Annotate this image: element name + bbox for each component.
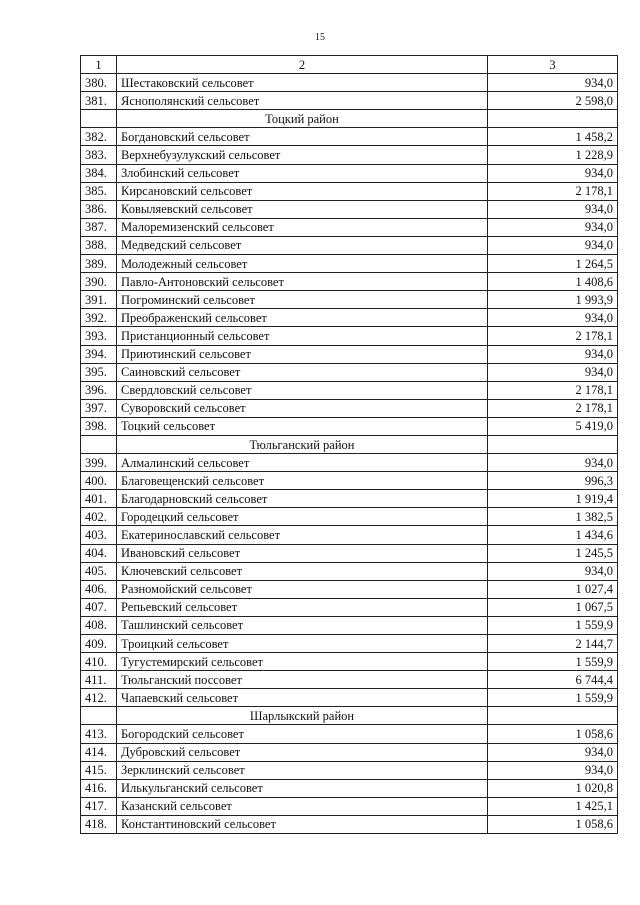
table-row [81,128,618,146]
row-number: 405. [81,562,117,580]
table-row [81,671,618,689]
settlement-name: Троицкий сельсовет [117,635,488,653]
amount-value: 934,0 [488,562,618,580]
row-number: 402. [81,508,117,526]
row-number: 401. [81,490,117,508]
amount-value: 1 067,5 [488,598,618,616]
row-number: 388. [81,236,117,254]
row-number: 383. [81,146,117,164]
row-number: 393. [81,327,117,345]
row-number: 415. [81,761,117,779]
settlement-name: Приютинский сельсовет [117,345,488,363]
row-number: 404. [81,544,117,562]
table-row [81,815,618,833]
table-row [81,689,618,707]
amount-value: 1 264,5 [488,255,618,273]
district-header-row [81,110,618,128]
amount-value: 934,0 [488,345,618,363]
amount-value: 1 559,9 [488,653,618,671]
amount-value: 1 020,8 [488,779,618,797]
table-row [81,616,618,634]
district-title: Шарлыкский район [117,707,488,725]
row-number: 410. [81,653,117,671]
settlement-name: Казанский сельсовет [117,797,488,815]
district-header-empty-cell [81,110,117,128]
table-row [81,417,618,435]
table-row [81,526,618,544]
table-row [81,218,618,236]
amount-value: 1 993,9 [488,291,618,309]
amount-value: 2 178,1 [488,327,618,345]
amount-value: 934,0 [488,236,618,254]
table-row [81,399,618,417]
settlement-name: Тоцкий сельсовет [117,417,488,435]
settlement-name: Ключевский сельсовет [117,562,488,580]
table-header-row [81,56,618,74]
row-number: 417. [81,797,117,815]
settlement-name: Дубровский сельсовет [117,743,488,761]
row-number: 381. [81,92,117,110]
amount-value: 1 245,5 [488,544,618,562]
amount-value: 1 228,9 [488,146,618,164]
table-row [81,200,618,218]
table-row [81,273,618,291]
row-number: 390. [81,273,117,291]
table-row [81,309,618,327]
row-number: 416. [81,779,117,797]
table-row [81,454,618,472]
settlements-table [80,55,618,834]
row-number: 399. [81,454,117,472]
settlement-name: Илькульганский сельсовет [117,779,488,797]
district-header-row [81,707,618,725]
district-header-empty-cell [488,707,618,725]
amount-value: 2 144,7 [488,635,618,653]
amount-value: 934,0 [488,164,618,182]
amount-value: 1 559,9 [488,689,618,707]
table-row [81,797,618,815]
settlement-name: Благодарновский сельсовет [117,490,488,508]
district-header-row [81,435,618,453]
settlement-name: Чапаевский сельсовет [117,689,488,707]
table-row [81,74,618,92]
row-number: 398. [81,417,117,435]
row-number: 406. [81,580,117,598]
row-number: 413. [81,725,117,743]
table-row [81,725,618,743]
amount-value: 934,0 [488,309,618,327]
settlement-name: Благовещенский сельсовет [117,472,488,490]
row-number: 411. [81,671,117,689]
table-body [81,56,618,834]
settlement-name: Кирсановский сельсовет [117,182,488,200]
row-number: 397. [81,399,117,417]
row-number: 403. [81,526,117,544]
settlement-name: Зерклинский сельсовет [117,761,488,779]
table-row [81,635,618,653]
settlement-name: Суворовский сельсовет [117,399,488,417]
header-col-2: 2 [117,56,488,74]
settlement-name: Медведский сельсовет [117,236,488,254]
amount-value: 1 434,6 [488,526,618,544]
amount-value: 1 382,5 [488,508,618,526]
settlement-name: Свердловский сельсовет [117,381,488,399]
table-row [81,598,618,616]
table-row [81,345,618,363]
table-row [81,580,618,598]
settlement-name: Богдановский сельсовет [117,128,488,146]
settlement-name: Тугустемирский сельсовет [117,653,488,671]
amount-value: 1 919,4 [488,490,618,508]
amount-value: 934,0 [488,74,618,92]
row-number: 394. [81,345,117,363]
table-row [81,236,618,254]
district-header-empty-cell [81,435,117,453]
district-header-empty-cell [488,435,618,453]
amount-value: 1 408,6 [488,273,618,291]
table-row [81,761,618,779]
row-number: 385. [81,182,117,200]
table-row [81,490,618,508]
amount-value: 934,0 [488,218,618,236]
settlement-name: Константиновский сельсовет [117,815,488,833]
settlement-name: Шестаковский сельсовет [117,74,488,92]
amount-value: 6 744,4 [488,671,618,689]
row-number: 389. [81,255,117,273]
table-row [81,381,618,399]
settlement-name: Верхнебузулукский сельсовет [117,146,488,164]
settlement-name: Злобинский сельсовет [117,164,488,182]
table-row [81,544,618,562]
settlement-name: Пристанционный сельсовет [117,327,488,345]
amount-value: 934,0 [488,743,618,761]
row-number: 409. [81,635,117,653]
row-number: 412. [81,689,117,707]
page-number: 15 [315,32,325,43]
table-row [81,327,618,345]
settlement-name: Екатеринославский сельсовет [117,526,488,544]
settlement-name: Разномойский сельсовет [117,580,488,598]
row-number: 391. [81,291,117,309]
amount-value: 934,0 [488,200,618,218]
row-number: 387. [81,218,117,236]
amount-value: 1 458,2 [488,128,618,146]
table-row [81,164,618,182]
settlement-name: Молодежный сельсовет [117,255,488,273]
amount-value: 2 178,1 [488,399,618,417]
table-row [81,653,618,671]
settlement-name: Павло-Антоновский сельсовет [117,273,488,291]
amount-value: 1 425,1 [488,797,618,815]
row-number: 395. [81,363,117,381]
table-row [81,743,618,761]
settlement-name: Ивановский сельсовет [117,544,488,562]
settlement-name: Тюльганский поссовет [117,671,488,689]
amount-value: 2 598,0 [488,92,618,110]
row-number: 386. [81,200,117,218]
settlement-name: Алмалинский сельсовет [117,454,488,472]
amount-value: 996,3 [488,472,618,490]
row-number: 400. [81,472,117,490]
header-col-3: 3 [488,56,618,74]
row-number: 392. [81,309,117,327]
row-number: 380. [81,74,117,92]
settlement-name: Яснополянский сельсовет [117,92,488,110]
table-row [81,562,618,580]
amount-value: 1 058,6 [488,815,618,833]
row-number: 396. [81,381,117,399]
row-number: 384. [81,164,117,182]
table-row [81,92,618,110]
row-number: 418. [81,815,117,833]
settlement-name: Городецкий сельсовет [117,508,488,526]
table-row [81,508,618,526]
amount-value: 1 058,6 [488,725,618,743]
district-title: Тюльганский район [117,435,488,453]
table-row [81,146,618,164]
amount-value: 934,0 [488,454,618,472]
settlement-name: Ковыляевский сельсовет [117,200,488,218]
row-number: 408. [81,616,117,634]
amount-value: 2 178,1 [488,381,618,399]
row-number: 414. [81,743,117,761]
table-row [81,255,618,273]
table-row [81,291,618,309]
settlement-name: Саиновский сельсовет [117,363,488,381]
district-header-empty-cell [81,707,117,725]
table-row [81,779,618,797]
amount-value: 1 559,9 [488,616,618,634]
district-header-empty-cell [488,110,618,128]
row-number: 382. [81,128,117,146]
amount-value: 934,0 [488,363,618,381]
amount-value: 5 419,0 [488,417,618,435]
table-row [81,182,618,200]
district-title: Тоцкий район [117,110,488,128]
settlement-name: Погроминский сельсовет [117,291,488,309]
settlement-name: Ташлинский сельсовет [117,616,488,634]
table-row [81,363,618,381]
settlement-name: Репьевский сельсовет [117,598,488,616]
settlement-name: Малоремизенский сельсовет [117,218,488,236]
table-row [81,472,618,490]
row-number: 407. [81,598,117,616]
amount-value: 1 027,4 [488,580,618,598]
amount-value: 2 178,1 [488,182,618,200]
settlement-name: Преображенский сельсовет [117,309,488,327]
amount-value: 934,0 [488,761,618,779]
header-col-1: 1 [81,56,117,74]
settlement-name: Богородский сельсовет [117,725,488,743]
